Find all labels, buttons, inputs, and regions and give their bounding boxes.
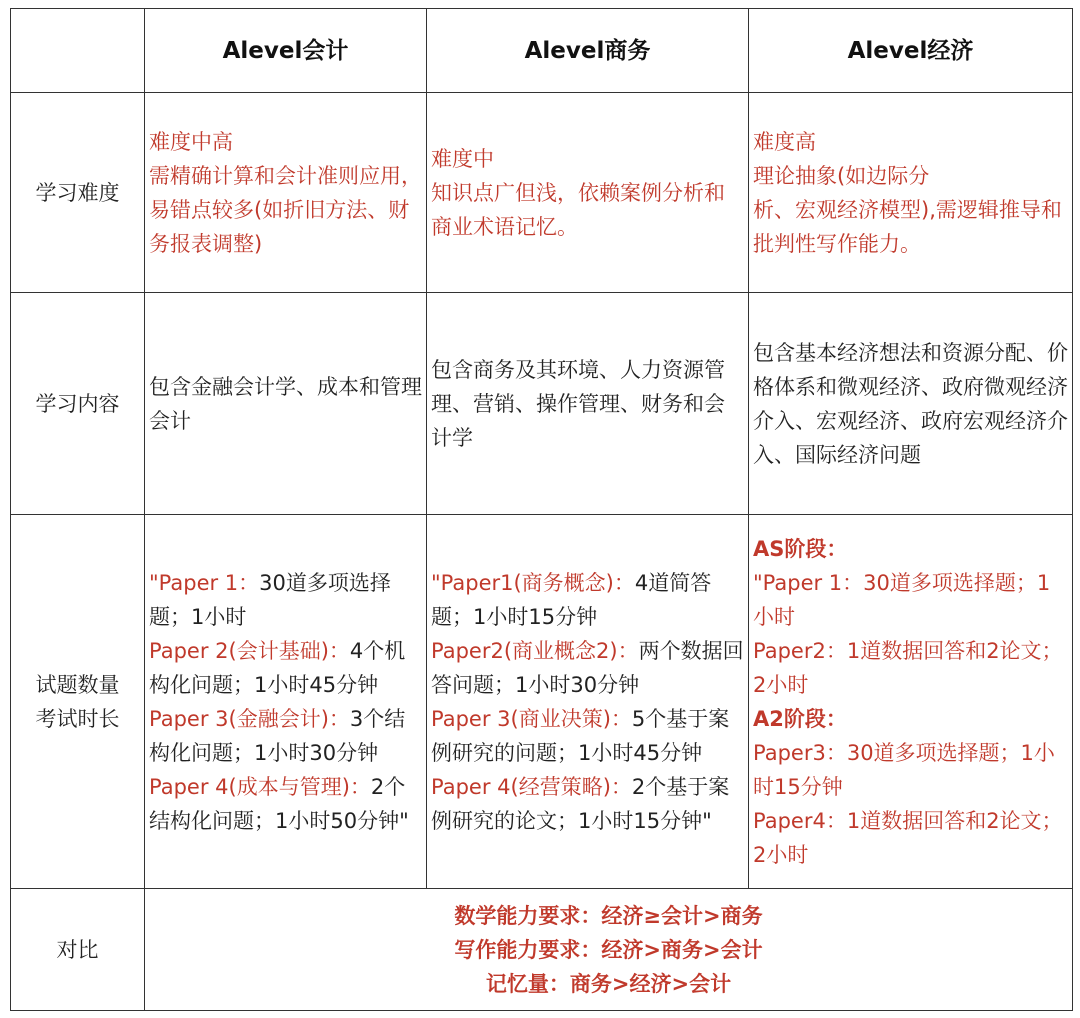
eco-a2-paper3: Paper3：30道多项选择题；1小时15分钟 [753,740,1055,799]
eco-a2-title: A2阶段： [753,706,847,731]
difficulty-economics-text2: 析、宏观经济模型),需逻辑推导和批判性写作能力。 [753,197,1062,256]
header-row [11,9,1073,93]
difficulty-accounting-level: 难度中高 [149,129,233,154]
difficulty-business [427,93,749,293]
exams-label [11,515,145,889]
exams-economics [749,515,1073,889]
exams-label-line2: 考试时长 [35,706,120,731]
header-business: Alevel商务 [427,9,749,93]
bus-paper1-desc: 4道简答题；1小时15分钟 [431,570,712,629]
eco-as-title: AS阶段： [753,536,848,561]
bus-paper2-name: Paper2(商业概念2)： [431,638,639,663]
acc-paper2-desc: 4个机构化问题；1小时45分钟 [149,638,406,697]
difficulty-economics-text1: 理论抽象(如边际分 [753,163,930,188]
header-economics: Alevel经济 [749,9,1073,93]
compare-summary [145,889,1073,1011]
compare-label: 对比 [11,889,145,1011]
acc-paper4-name: Paper 4(成本与管理)： [149,774,371,799]
compare-math: 数学能力要求：经济≥会计>商务 [454,903,763,928]
bus-paper2-desc: 两个数据回答问题；1小时30分钟 [431,638,744,697]
difficulty-accounting [145,93,427,293]
bus-paper1-name: "Paper1(商务概念)： [431,570,635,595]
difficulty-label: 学习难度 [11,93,145,293]
difficulty-business-text: 知识点广但浅，依赖案例分析和商业术语记忆。 [431,180,725,239]
exams-business [427,515,749,889]
acc-paper3-desc: 3个结构化问题；1小时30分钟 [149,706,406,765]
content-accounting: 包含金融会计学、成本和管理会计 [145,293,427,515]
exams-row [11,515,1073,889]
compare-memory: 记忆量：商务>经济>会计 [485,971,732,996]
content-row [11,293,1073,515]
content-business: 包含商务及其环境、人力资源管理、营销、操作管理、财务和会计学 [427,293,749,515]
compare-row [11,889,1073,1011]
difficulty-economics [749,93,1073,293]
difficulty-economics-level: 难度高 [753,129,816,154]
acc-paper4-desc: 2个结构化问题；1小时50分钟" [149,774,409,833]
bus-paper3-desc: 5个基于案例研究的问题；1小时45分钟 [431,706,730,765]
eco-as-paper2: Paper2：1道数据回答和2论文；2小时 [753,638,1063,697]
content-label: 学习内容 [11,293,145,515]
header-accounting: Alevel会计 [145,9,427,93]
bus-paper3-name: Paper 3(商业决策)： [431,706,632,731]
difficulty-row [11,93,1073,293]
bus-paper4-desc: 2个基于案例研究的论文；1小时15分钟" [431,774,730,833]
compare-writing: 写作能力要求：经济>商务>会计 [454,937,763,962]
content-economics: 包含基本经济想法和资源分配、价格体系和微观经济、政府微观经济介入、宏观经济、政府宏观经济介入、国际经济问题 [749,293,1073,515]
header-blank [11,9,145,93]
acc-paper1-name: "Paper 1： [149,570,260,595]
comparison-table [10,8,1073,1011]
acc-paper2-name: Paper 2(会计基础)： [149,638,350,663]
eco-a2-paper4: Paper4：1道数据回答和2论文；2小时 [753,808,1063,867]
bus-paper4-name: Paper 4(经营策略)： [431,774,632,799]
difficulty-accounting-text: 需精确计算和会计准则应用，易错点较多(如折旧方法、财务报表调整) [149,163,422,256]
exams-label-line1: 试题数量 [35,672,120,697]
acc-paper1-desc: 30道多项选择题；1小时 [149,570,391,629]
eco-as-paper1: "Paper 1：30道多项选择题；1小时 [753,570,1051,629]
difficulty-business-level: 难度中 [431,146,494,171]
exams-accounting [145,515,427,889]
acc-paper3-name: Paper 3(金融会计)： [149,706,350,731]
